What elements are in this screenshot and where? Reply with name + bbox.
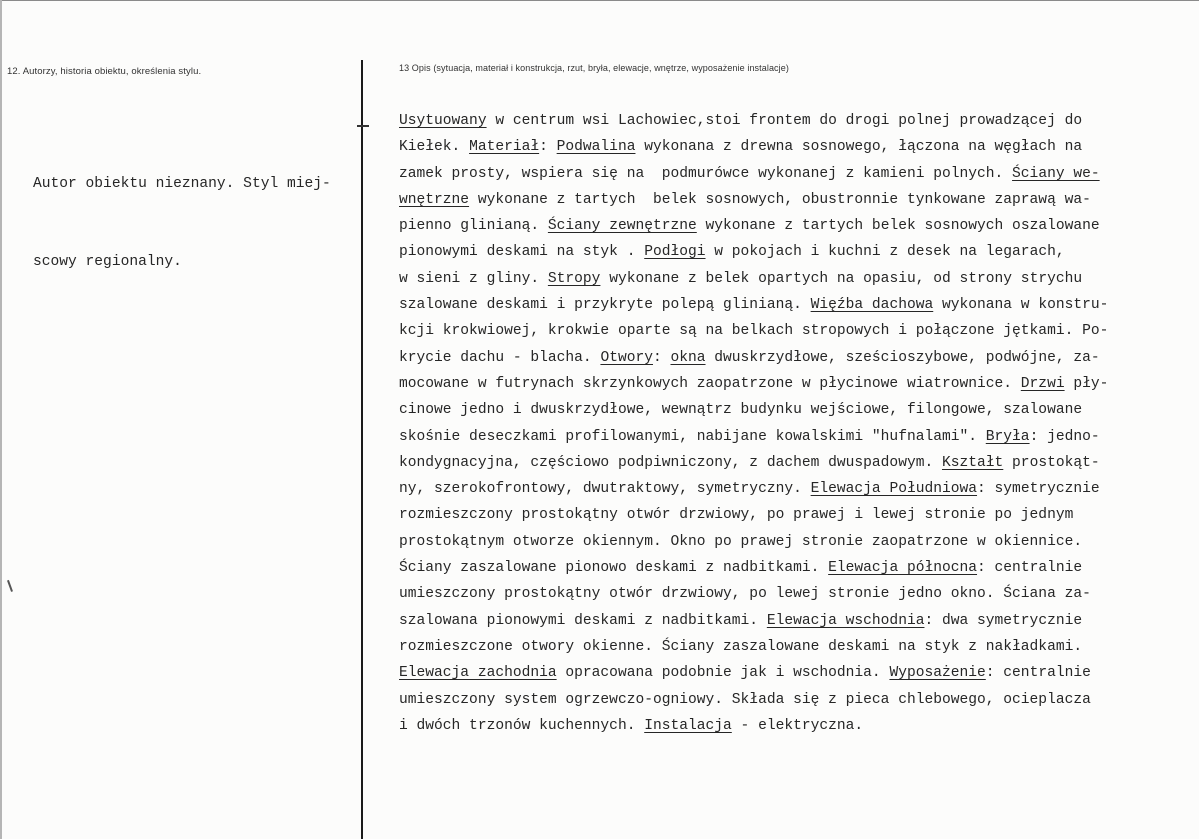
field-label-description: 13 Opis (sytuacja, materiał i konstrukcja, rzut, bryła, elewacje, wnętrze, wyposażenie instalacje) — [399, 63, 789, 73]
underlined-field-name: Podwalina — [556, 139, 636, 156]
text-line — [399, 581, 1194, 607]
text-segment: - elektryczna. — [731, 717, 864, 734]
underlined-field-name: Usytuowany — [399, 113, 487, 129]
underlined-field-name: Materiał — [469, 139, 540, 156]
text-line — [399, 713, 1194, 739]
text-segment: pienno glinianą. — [399, 218, 548, 235]
text-segment: : centralnie — [985, 665, 1091, 682]
text-segment: w sieni z gliny. — [399, 270, 548, 287]
text-line — [399, 292, 1194, 318]
text-segment: cinowe jedno i dwuskrzydłowe, wewnątrz budynku wejściowe, filongowe, szalowane — [399, 402, 1083, 419]
text-line — [399, 397, 1194, 423]
text-segment: : — [539, 139, 557, 156]
underlined-field-name: wnętrzne — [399, 191, 470, 208]
text-line — [399, 108, 1194, 134]
text-segment: mocowane w futrynach skrzynkowych zaopatrzone w płycinowe wiatrownice. — [399, 375, 1021, 392]
text-segment: zamek prosty, wspiera się na podmurówce wykonanej z kamieni polnych. — [399, 165, 1013, 182]
text-segment: kcji krokwiowej, krokwie oparte są na belkach stropowych i połączone jętkami. Po- — [399, 323, 1109, 340]
underlined-field-name: Ściany zewnętrzne — [547, 218, 697, 235]
text-line — [399, 687, 1194, 713]
underlined-field-name: Drzwi — [1020, 375, 1065, 392]
text-segment: prostokąt- — [1003, 454, 1100, 471]
page-edge-left — [0, 0, 2, 839]
text-segment: szalowana pionowymi deskami z nadbitkami. — [399, 612, 767, 629]
text-line — [399, 450, 1194, 476]
text-segment: i dwóch trzonów kuchennych. — [399, 717, 645, 734]
text-segment: rozmieszczone otwory okienne. Ściany zaszalowane deskami na styk z nakładkami. — [399, 638, 1083, 655]
underlined-field-name: Elewacja Południowa — [810, 481, 978, 498]
text-line — [399, 318, 1194, 344]
text-segment: : symetrycznie — [977, 481, 1100, 498]
underlined-field-name: Elewacja zachodnia — [399, 665, 557, 682]
text-segment: umieszczony prostokątny otwór drzwiowy, po lewej stronie jedno okno. Ściana za- — [399, 586, 1091, 603]
text-line — [399, 529, 1194, 555]
text-segment: : jedno- — [1029, 428, 1100, 445]
text-segment: Kiełek. — [399, 139, 470, 156]
underlined-field-name: Instalacja — [644, 717, 732, 734]
text-segment: : dwa symetrycznie — [924, 612, 1083, 629]
text-line — [399, 161, 1194, 187]
underlined-field-name: Podłogi — [644, 244, 706, 261]
underlined-field-name: Ściany we- — [1012, 165, 1100, 182]
text-segment: ny, szerokofrontowy, dwutraktowy, symetryczny. — [399, 481, 811, 498]
text-segment: wykonana w konstru- — [933, 297, 1109, 314]
text-line — [399, 371, 1194, 397]
text-line — [399, 476, 1194, 502]
text-segment: szalowane deskami i przykryte polepą glinianą. — [399, 297, 811, 314]
underlined-field-name: okna — [670, 349, 706, 366]
text-line — [399, 134, 1194, 160]
text-segment: Ściany zaszalowane pionowo deskami z nadbitkami. — [399, 560, 829, 577]
text-line: scowy regionalny. — [33, 254, 182, 270]
authors-history-style-text — [33, 119, 331, 327]
underlined-field-name: Otwory — [600, 349, 653, 366]
underlined-field-name: Kształt — [941, 454, 1004, 471]
text-line — [399, 608, 1194, 634]
text-line — [399, 555, 1194, 581]
text-line — [399, 660, 1194, 686]
text-segment: opracowana podobnie jak i wschodnia. — [556, 665, 890, 682]
text-segment: pionowymi deskami na styk . — [399, 244, 645, 261]
text-segment: w centrum wsi Lachowiec,stoi frontem do drogi polnej prowadzącej do — [486, 113, 1083, 129]
text-segment: dwuskrzydłowe, sześcioszybowe, podwójne, za- — [705, 349, 1100, 366]
text-segment: w pokojach i kuchni z desek na legarach, — [705, 244, 1065, 261]
text-line — [399, 187, 1194, 213]
underlined-field-name: Elewacja wschodnia — [766, 612, 925, 629]
text-line — [399, 239, 1194, 265]
object-description-text — [399, 108, 1194, 739]
text-segment: skośnie deseczkami profilowanymi, nabijane kowalskimi "hufnalami". — [399, 428, 986, 445]
divider-tick-mark — [357, 125, 369, 127]
underlined-field-name: Wyposażenie — [889, 665, 986, 682]
underlined-field-name: Więźba dachowa — [810, 297, 934, 314]
underlined-field-name: Elewacja północna — [828, 560, 978, 577]
text-segment: kondygnacyjna, częściowo podpiwniczony, z dachem dwuspadowym. — [399, 454, 942, 471]
text-line — [399, 213, 1194, 239]
text-segment: krycie dachu - blacha. — [399, 349, 601, 366]
text-line — [399, 345, 1194, 371]
page-edge-top — [0, 0, 1199, 1]
text-line — [399, 266, 1194, 292]
text-line — [399, 502, 1194, 528]
text-line — [399, 634, 1194, 660]
field-label-authors-history-style: 12. Autorzy, historia obiektu, określenia stylu. — [7, 66, 202, 77]
text-segment: wykonana z drewna sosnowego, łączona na węgłach na — [635, 139, 1083, 156]
underlined-field-name: Bryła — [985, 428, 1030, 445]
text-line: Autor obiektu nieznany. Styl miej- — [33, 176, 331, 192]
text-segment: wykonane z belek opartych na opasiu, od strony strychu — [600, 270, 1083, 287]
text-line — [399, 424, 1194, 450]
underlined-field-name: Stropy — [547, 270, 601, 287]
text-segment: wykonane z tartych belek sosnowych oszalowane — [696, 218, 1100, 235]
text-segment: wykonane z tartych belek sosnowych, obustronnie tynkowane zaprawą wa- — [469, 191, 1091, 208]
column-divider — [361, 60, 363, 839]
text-segment: : centralnie — [977, 560, 1083, 577]
text-segment: prostokątnym otworze okiennym. Okno po prawej stronie zaopatrzone w okiennice. — [399, 533, 1083, 550]
text-segment: rozmieszczony prostokątny otwór drzwiowy, po prawej i lewej stronie po jednym — [399, 507, 1074, 524]
text-segment: pły- — [1064, 375, 1109, 392]
text-segment: umieszczony system ogrzewczo-ogniowy. Składa się z pieca chlebowego, ocieplacza — [399, 691, 1091, 708]
stray-pen-mark — [7, 580, 13, 592]
text-segment: : — [652, 349, 671, 366]
